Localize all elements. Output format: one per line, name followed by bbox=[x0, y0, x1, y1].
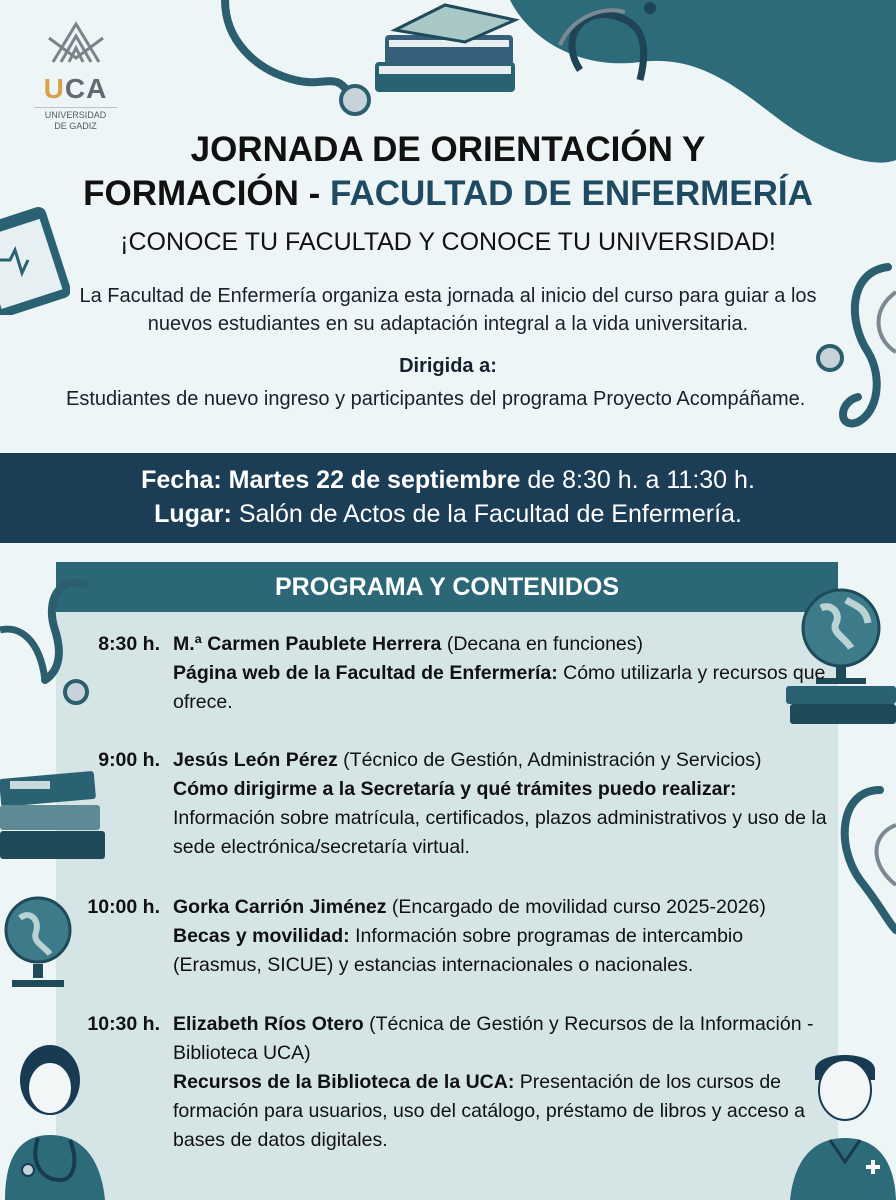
logo-abbr-first: U bbox=[43, 73, 65, 104]
logo-divider bbox=[34, 107, 117, 108]
item-speaker: Elizabeth Ríos Otero bbox=[173, 1013, 364, 1035]
books-icon bbox=[365, 0, 525, 105]
item-role: (Encargado de movilidad curso 2025-2026) bbox=[386, 896, 766, 918]
item-role: (Técnico de Gestión, Administración y Servicios) bbox=[337, 749, 762, 771]
uca-logo bbox=[28, 18, 123, 132]
item-topic: Recursos de la Biblioteca de la UCA: bbox=[173, 1071, 515, 1093]
title-line1: JORNADA DE ORIENTACIÓN Y bbox=[190, 130, 706, 169]
item-body bbox=[173, 746, 833, 862]
stethoscope-icon bbox=[215, 0, 385, 120]
logo-line1: UNIVERSIDAD bbox=[44, 110, 107, 120]
logo-line2: DE GADIZ bbox=[54, 121, 97, 131]
item-role: (Técnica de Gestión y Recursos de la Información - Biblioteca UCA) bbox=[173, 1013, 814, 1064]
title-line2-accent: FACULTAD DE ENFERMERÍA bbox=[330, 174, 813, 213]
nurse-female-icon bbox=[0, 1040, 110, 1200]
books-icon bbox=[0, 765, 105, 865]
stethoscope-icon bbox=[540, 0, 680, 100]
logo-abbr-rest: CA bbox=[64, 73, 108, 104]
item-role: (Decana en funciones) bbox=[441, 633, 644, 655]
item-desc: Información sobre matrícula, certificados, plazos administrativos y uso de la sede electrónica/secretaría virtual. bbox=[173, 807, 827, 858]
dirigida-text: Estudiantes de nuevo ingreso y participantes del programa Proyecto Acompáñame. bbox=[66, 388, 806, 410]
item-time: 10:00 h. bbox=[87, 896, 160, 918]
page-title bbox=[0, 128, 896, 216]
title-line2 bbox=[0, 172, 896, 216]
globe-icon bbox=[0, 888, 80, 1008]
item-time: 8:30 h. bbox=[98, 633, 160, 655]
fecha-line bbox=[0, 453, 896, 497]
title-line2-black: FORMACIÓN - bbox=[83, 174, 331, 213]
item-desc: Presentación de los cursos de formación para usuarios, uso del catálogo, préstamo de libros y acceso a bases de datos digitales. bbox=[173, 1071, 805, 1151]
lugar-line bbox=[0, 497, 896, 531]
item-time: 9:00 h. bbox=[98, 749, 160, 771]
subtitle: ¡CONOCE TU FACULTAD Y CONOCE TU UNIVERSIDAD! bbox=[120, 228, 776, 256]
item-desc: Cómo utilizarla y recursos que ofrece. bbox=[173, 662, 826, 713]
item-time: 10:30 h. bbox=[87, 1013, 160, 1035]
item-topic: Cómo dirigirme a la Secretaría y qué trámites puedo realizar: bbox=[173, 778, 737, 800]
stethoscope-icon bbox=[830, 785, 896, 935]
fecha-rest: de 8:30 h. a 11:30 h. bbox=[520, 466, 755, 494]
item-body bbox=[173, 630, 833, 717]
item-speaker: M.ª Carmen Paublete Herrera bbox=[173, 633, 442, 655]
item-desc: Información sobre programas de intercambio (Erasmus, SICUE) y estancias internacionales o nacionales. bbox=[173, 925, 744, 976]
item-body bbox=[173, 893, 833, 980]
programa-heading: PROGRAMA Y CONTENIDOS bbox=[56, 562, 838, 612]
intro-paragraph: La Facultad de Enfermería organiza esta jornada al inicio del curso para guiar a los nuevos estudiantes en su adaptación integral a la vida universitaria. bbox=[79, 285, 817, 335]
item-topic: Página web de la Facultad de Enfermería: bbox=[173, 662, 558, 684]
item-speaker: Jesús León Pérez bbox=[173, 749, 338, 771]
item-speaker: Gorka Carrión Jiménez bbox=[173, 896, 387, 918]
item-topic: Becas y movilidad: bbox=[173, 925, 350, 947]
event-info-band bbox=[0, 453, 896, 543]
fecha-label: Fecha: Martes 22 de septiembre bbox=[141, 466, 521, 494]
lugar-rest: Salón de Actos de la Facultad de Enfermería. bbox=[231, 500, 742, 528]
lugar-label: Lugar: bbox=[154, 500, 232, 528]
item-body bbox=[173, 1010, 833, 1155]
uca-emblem-icon bbox=[45, 18, 107, 66]
dirigida-heading: Dirigida a: bbox=[399, 355, 497, 377]
